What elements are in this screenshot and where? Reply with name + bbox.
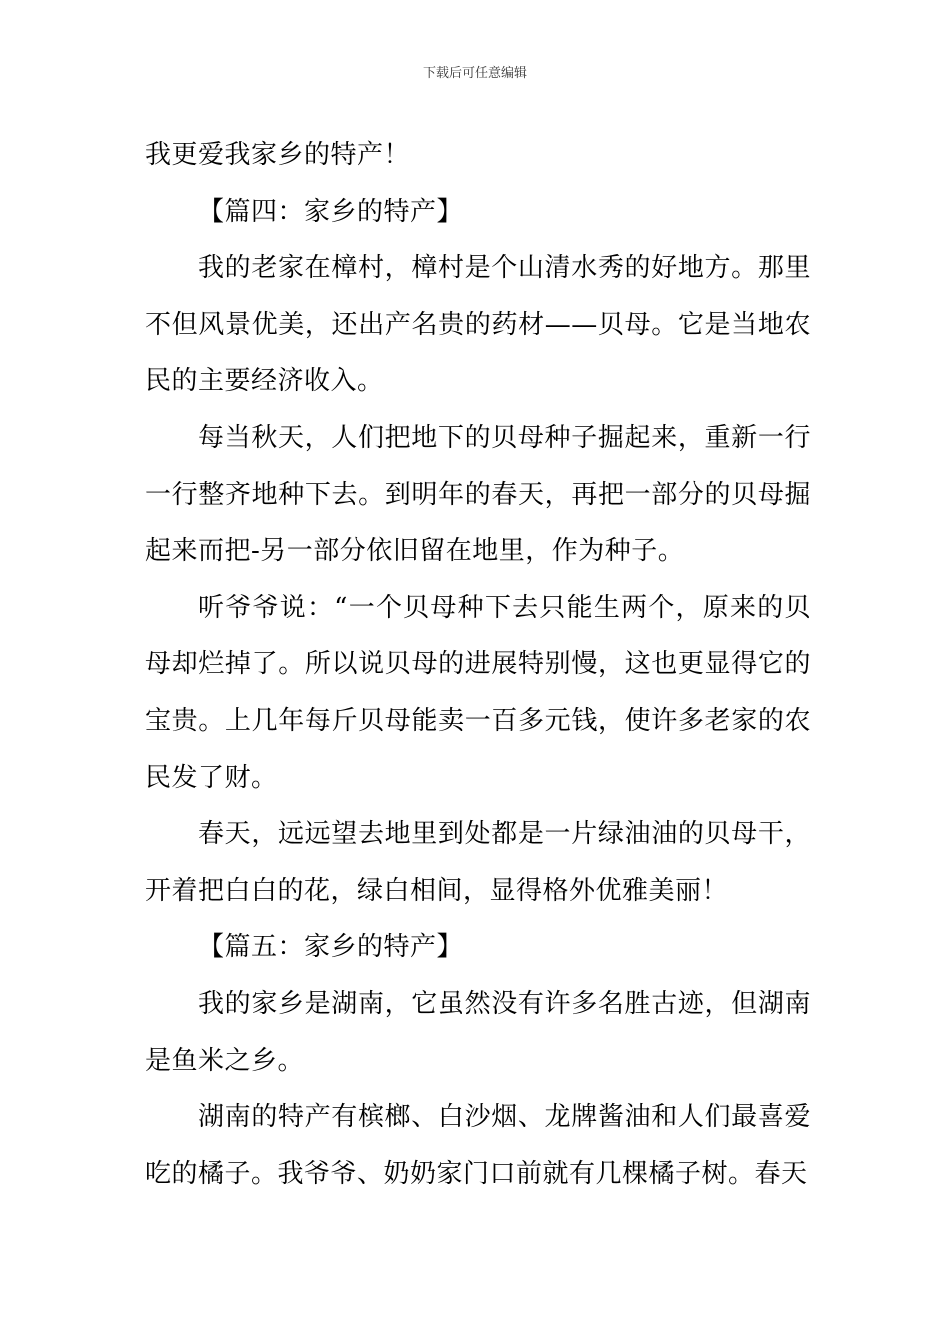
paragraph: 我的家乡是湖南，它虽然没有许多名胜古迹，但湖南是鱼米之乡。: [145, 988, 811, 1076]
section-heading: 【篇五：家乡的特产】: [198, 932, 464, 963]
paragraph: 湖南的特产有槟榔、白沙烟、龙牌酱油和人们最喜爱吃的橘子。我爷爷、奶奶家门口前就有几棵橘子树。春天: [145, 1102, 811, 1189]
paragraph: 春天，远远望去地里到处都是一片绿油油的贝母干，开着把白白的花，绿白相间，显得格外优雅美丽！: [145, 819, 811, 906]
section-heading: 【篇四：家乡的特产】: [198, 196, 464, 227]
paragraph: 我的老家在樟村，樟村是个山清水秀的好地方。那里不但风景优美，还出产名贵的药材——贝母。它是当地农民的主要经济收入。: [145, 253, 811, 397]
document-body: [145, 127, 811, 1202]
page-header: 下载后可任意编辑: [422, 66, 527, 81]
paragraph: 听爷爷说：“一个贝母种下去只能生两个，原来的贝母却烂掉了。所以说贝母的进展特别慢，这也更显得它的宝贵。上几年每斤贝母能卖一百多元钱，使许多老家的农民发了财。: [145, 592, 811, 793]
paragraph: 我更爱我家乡的特产！: [145, 140, 411, 170]
paragraph: 每当秋天，人们把地下的贝母种子掘起来，重新一行一行整齐地种下去。到明年的春天，再把一部分的贝母掘起来而把-另一部分依旧留在地里，作为种子。: [145, 422, 811, 567]
